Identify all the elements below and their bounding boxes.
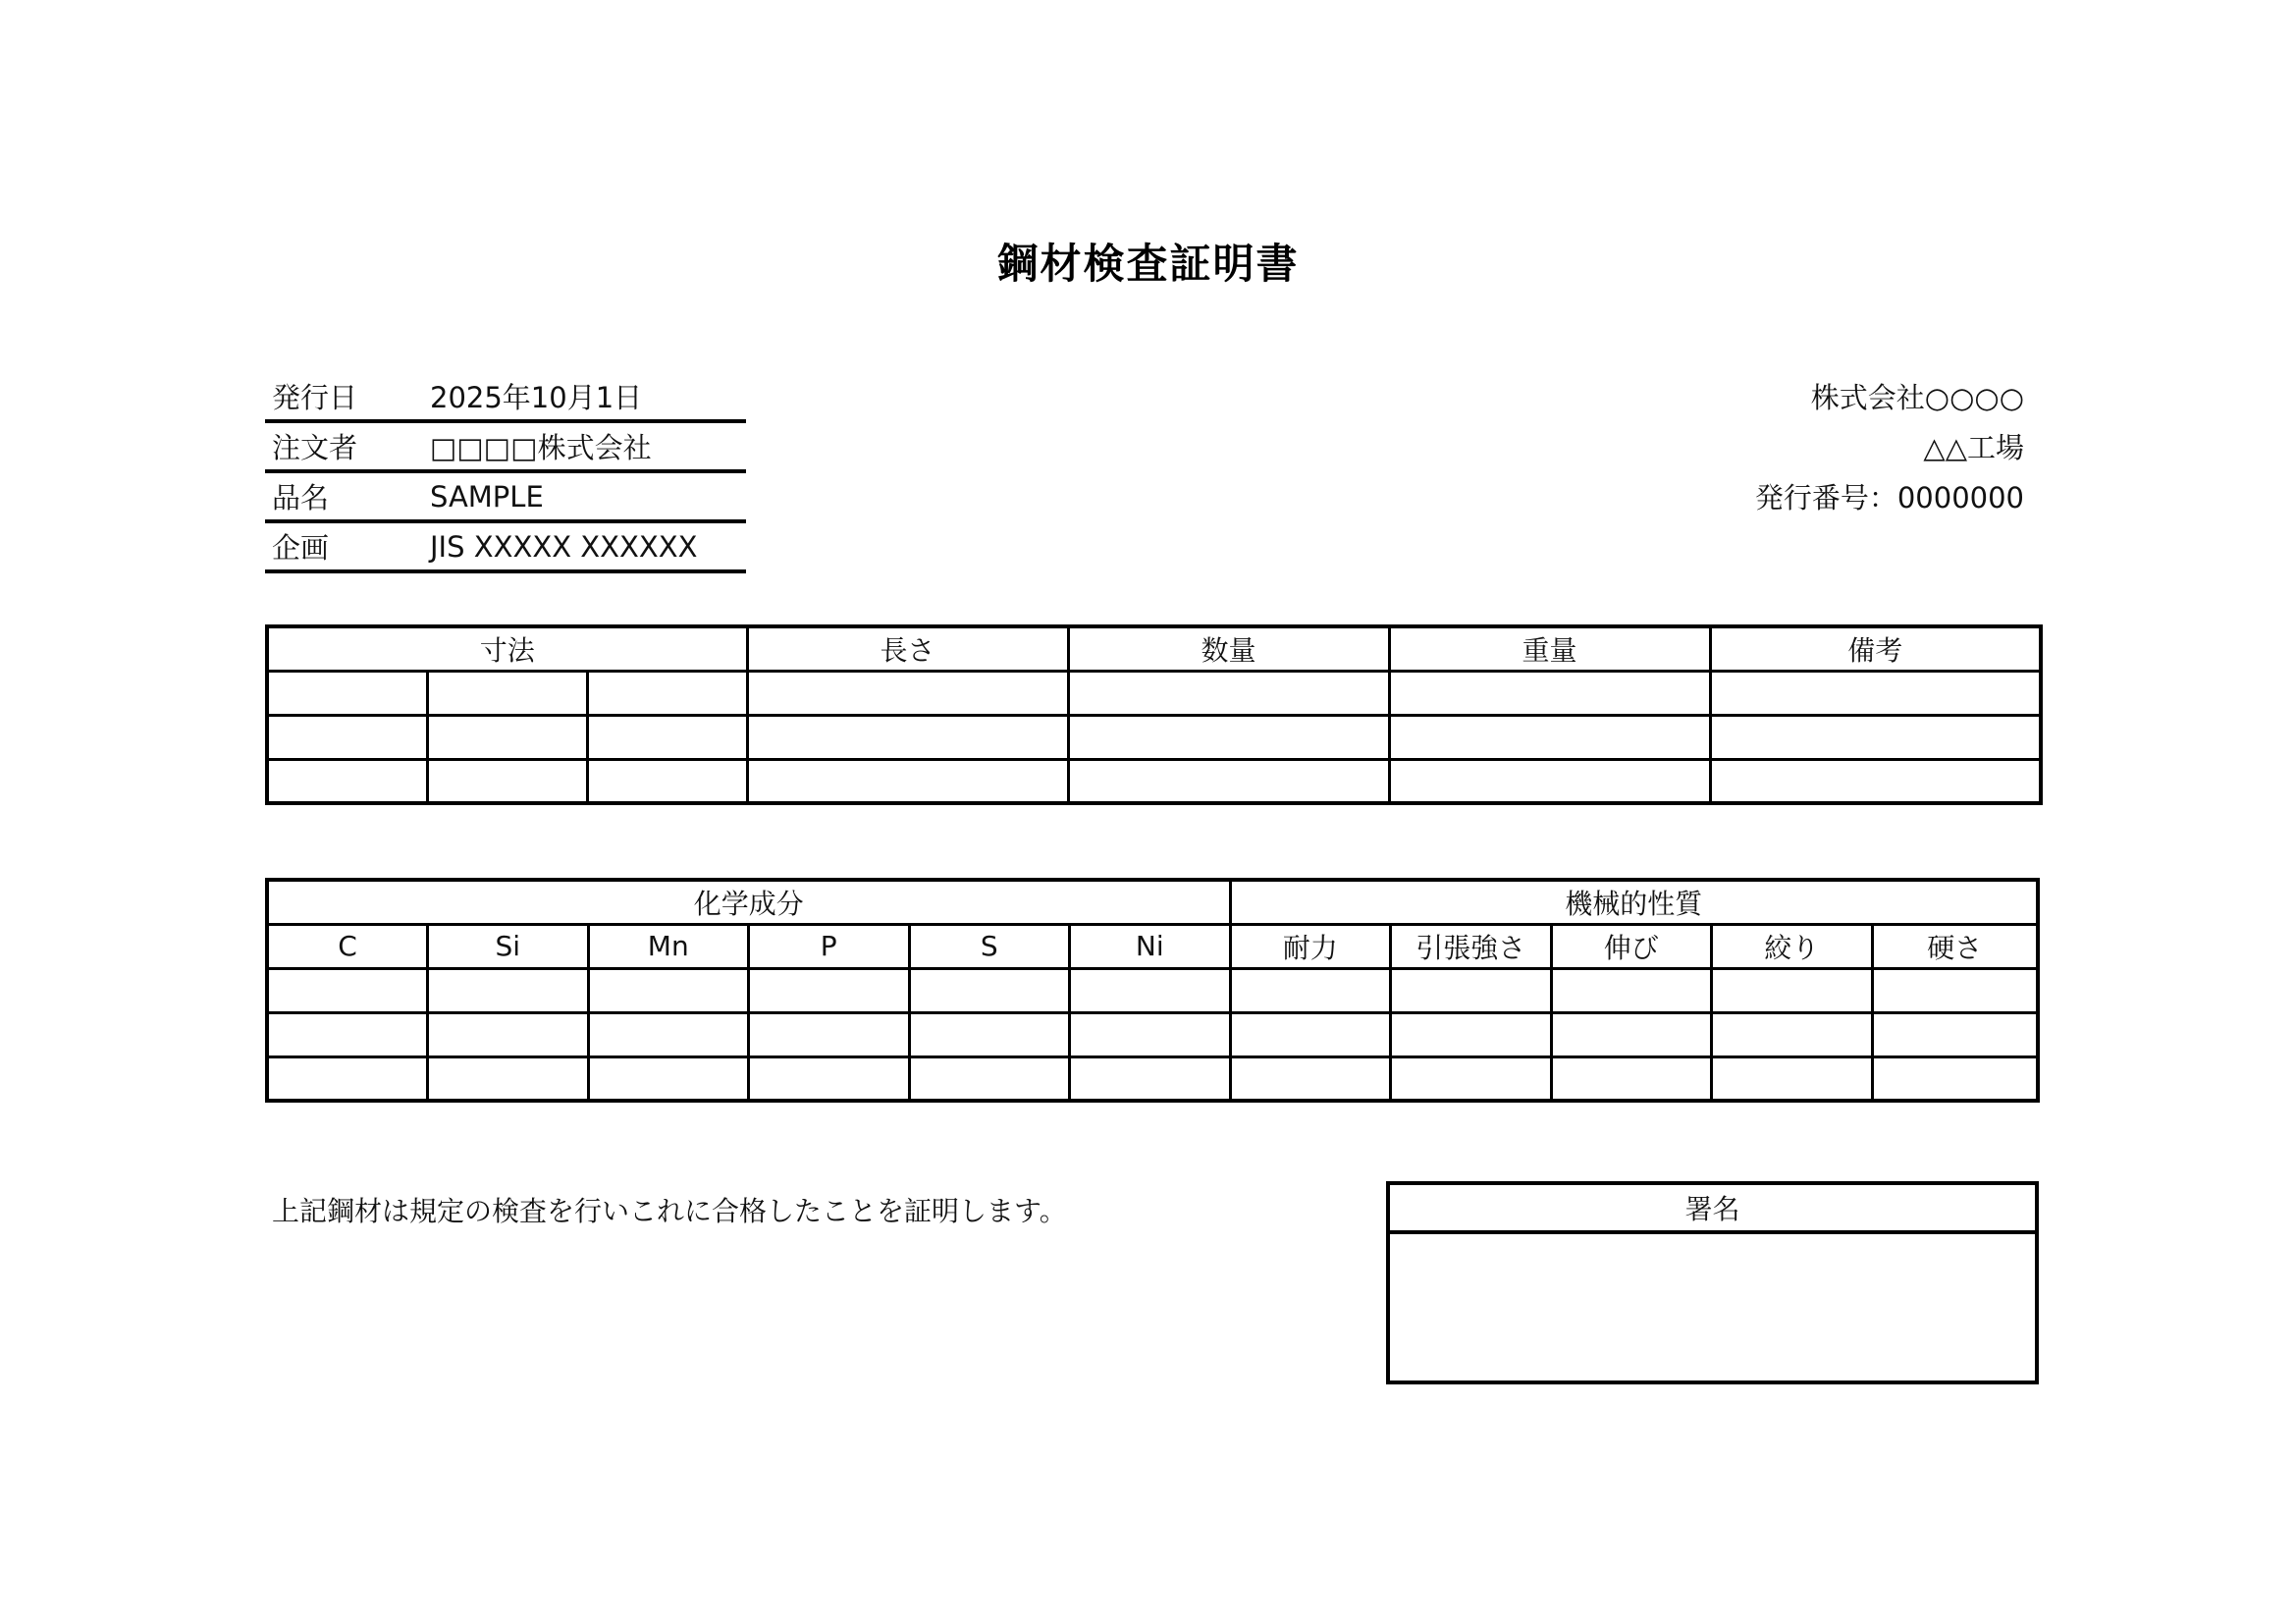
orderer-label: 注文者	[272, 431, 358, 464]
ni-cell[interactable]	[1070, 1012, 1231, 1056]
tensile-strength-cell[interactable]	[1391, 968, 1552, 1012]
quantity-cell[interactable]	[1068, 715, 1389, 759]
header-elongation: 伸び	[1551, 924, 1712, 968]
p-cell[interactable]	[749, 968, 910, 1012]
dimension-cell-2[interactable]	[427, 759, 587, 803]
yield-strength-cell[interactable]	[1230, 968, 1391, 1012]
length-cell[interactable]	[747, 715, 1068, 759]
properties-table	[265, 878, 2040, 1103]
ni-cell[interactable]	[1070, 968, 1231, 1012]
s-cell[interactable]	[909, 1012, 1070, 1056]
tensile-strength-cell[interactable]	[1391, 1012, 1552, 1056]
length-cell[interactable]	[747, 759, 1068, 803]
standard-value[interactable]: JIS XXXXX XXXXXX	[430, 529, 698, 564]
dimension-cell-1[interactable]	[267, 759, 427, 803]
si-cell[interactable]	[428, 1012, 589, 1056]
c-cell[interactable]	[267, 1056, 428, 1101]
header-ni: Ni	[1070, 924, 1231, 968]
weight-cell[interactable]	[1389, 715, 1710, 759]
si-cell[interactable]	[428, 1056, 589, 1101]
standard-label: 企画	[272, 531, 330, 565]
header-quantity: 数量	[1068, 626, 1389, 671]
dimension-cell-2[interactable]	[427, 715, 587, 759]
page-title: 鋼材検査証明書	[996, 240, 1300, 288]
remarks-cell[interactable]	[1710, 715, 2041, 759]
issuer-factory[interactable]: △△工場	[1923, 431, 2024, 464]
orderer-value[interactable]: □□□□株式会社	[430, 431, 652, 464]
signature-box	[1386, 1181, 2039, 1384]
table-row	[267, 759, 2041, 803]
group-header-row	[267, 880, 2038, 924]
p-cell[interactable]	[749, 1012, 910, 1056]
column-header-row	[267, 924, 2038, 968]
header-mechanical-properties: 機械的性質	[1230, 880, 2038, 924]
dimensions-header-row	[267, 626, 2041, 671]
header-chemical-composition: 化学成分	[267, 880, 1230, 924]
remarks-cell[interactable]	[1710, 759, 2041, 803]
mn-cell[interactable]	[588, 968, 749, 1012]
elongation-cell[interactable]	[1551, 1012, 1712, 1056]
ni-cell[interactable]	[1070, 1056, 1231, 1101]
product-name-label: 品名	[272, 481, 330, 514]
signature-label: 署名	[1390, 1185, 2035, 1234]
hardness-cell[interactable]	[1872, 1056, 2038, 1101]
tensile-strength-cell[interactable]	[1391, 1056, 1552, 1101]
quantity-cell[interactable]	[1068, 759, 1389, 803]
elongation-cell[interactable]	[1551, 968, 1712, 1012]
c-cell[interactable]	[267, 1012, 428, 1056]
hardness-cell[interactable]	[1872, 968, 2038, 1012]
info-row-standard	[265, 523, 746, 573]
weight-cell[interactable]	[1389, 759, 1710, 803]
weight-cell[interactable]	[1389, 671, 1710, 715]
table-row	[267, 1056, 2038, 1101]
reduction-of-area-cell[interactable]	[1712, 968, 1873, 1012]
table-row	[267, 671, 2041, 715]
s-cell[interactable]	[909, 1056, 1070, 1101]
header-s: S	[909, 924, 1070, 968]
order-info-block	[265, 373, 746, 573]
table-row	[267, 1012, 2038, 1056]
header-reduction-of-area: 絞り	[1712, 924, 1873, 968]
table-row	[267, 968, 2038, 1012]
header-hardness: 硬さ	[1872, 924, 2038, 968]
dimension-cell-3[interactable]	[587, 671, 747, 715]
issuer-company[interactable]: 株式会社○○○○	[1810, 381, 2024, 414]
table-row	[267, 715, 2041, 759]
header-c: C	[267, 924, 428, 968]
si-cell[interactable]	[428, 968, 589, 1012]
header-length: 長さ	[747, 626, 1068, 671]
signature-field[interactable]	[1390, 1234, 2035, 1380]
header-mn: Mn	[588, 924, 749, 968]
product-name-value[interactable]: SAMPLE	[430, 479, 544, 514]
header-remarks: 備考	[1710, 626, 2041, 671]
quantity-cell[interactable]	[1068, 671, 1389, 715]
certification-statement: 上記鋼材は規定の検査を行いこれに合格したことを証明します。	[272, 1195, 1067, 1227]
header-yield-strength: 耐力	[1230, 924, 1391, 968]
dimension-cell-2[interactable]	[427, 671, 587, 715]
dimension-cell-3[interactable]	[587, 715, 747, 759]
info-row-orderer	[265, 423, 746, 473]
issue-date-value[interactable]: 2025年10月1日	[430, 381, 643, 414]
dimension-cell-3[interactable]	[587, 759, 747, 803]
dimensions-table	[265, 624, 2043, 805]
reduction-of-area-cell[interactable]	[1712, 1012, 1873, 1056]
dimension-cell-1[interactable]	[267, 671, 427, 715]
issue-number[interactable]: 発行番号：0000000	[1754, 481, 2024, 514]
header-dimensions: 寸法	[267, 626, 747, 671]
dimension-cell-1[interactable]	[267, 715, 427, 759]
reduction-of-area-cell[interactable]	[1712, 1056, 1873, 1101]
length-cell[interactable]	[747, 671, 1068, 715]
header-weight: 重量	[1389, 626, 1710, 671]
info-row-issue-date	[265, 373, 746, 423]
header-p: P	[749, 924, 910, 968]
info-row-product-name	[265, 473, 746, 523]
issuer-block	[1755, 373, 2024, 523]
mn-cell[interactable]	[588, 1056, 749, 1101]
elongation-cell[interactable]	[1551, 1056, 1712, 1101]
c-cell[interactable]	[267, 968, 428, 1012]
header-si: Si	[428, 924, 589, 968]
header-tensile-strength: 引張強さ	[1391, 924, 1552, 968]
mn-cell[interactable]	[588, 1012, 749, 1056]
yield-strength-cell[interactable]	[1230, 1056, 1391, 1101]
remarks-cell[interactable]	[1710, 671, 2041, 715]
p-cell[interactable]	[749, 1056, 910, 1101]
s-cell[interactable]	[909, 968, 1070, 1012]
yield-strength-cell[interactable]	[1230, 1012, 1391, 1056]
issue-date-label: 発行日	[272, 381, 358, 414]
hardness-cell[interactable]	[1872, 1012, 2038, 1056]
